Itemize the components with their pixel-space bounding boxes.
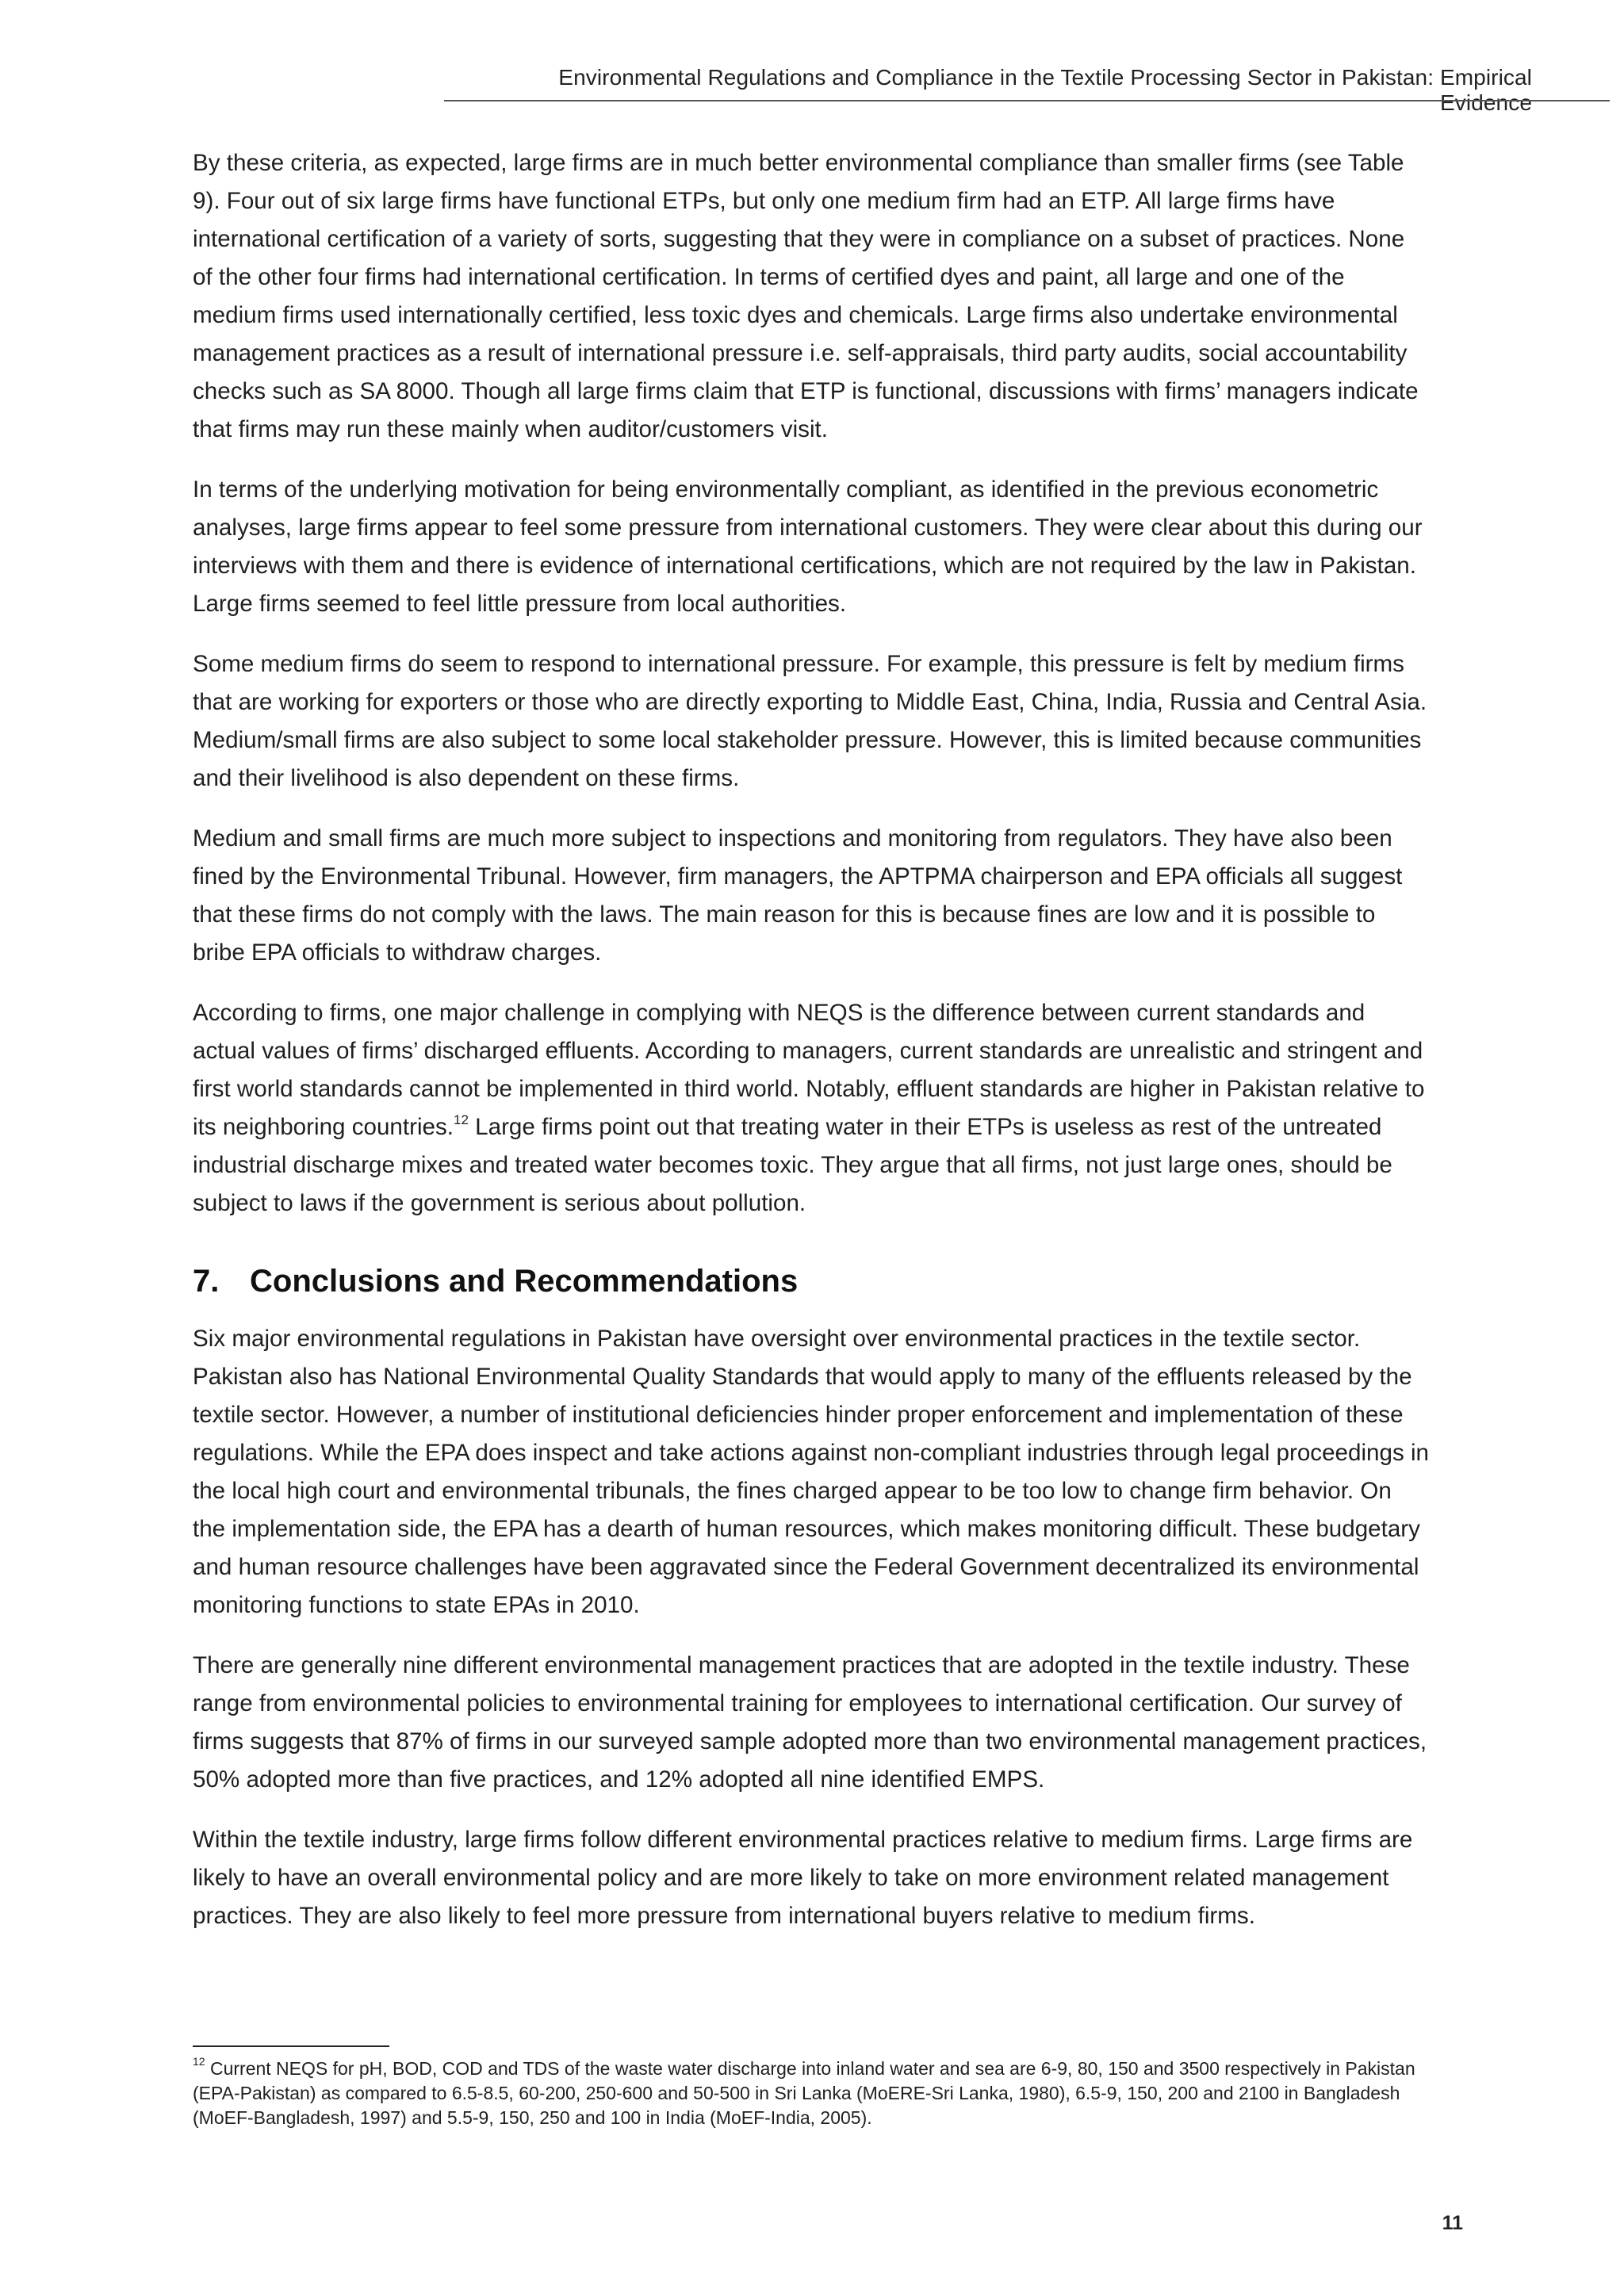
footnote-reference[interactable]: 12 [454, 1112, 469, 1128]
body-paragraph: By these criteria, as expected, large firms are in much better environmental compliance than smaller firms (see Table 9). Four out of six large firms have functional ETPs, but only one medium firm had an ETP. All large firms have international certification of a variety of sorts, suggesting that they were in compliance on a subset of practices. None of the other four firms had international certification. In terms of certified dyes and paint, all large and one of the medium firms used internationally certified, less toxic dyes and chemicals. Large firms also undertake environmental management practices as a result of international pressure i.e. self-appraisals, third party audits, social accountability checks such as SA 8000. Though all large firms claim that ETP is functional, discussions with firms’ managers indicate that firms may run these mainly when auditor/customers visit. [193, 150, 1419, 442]
section-number: 7. [193, 1264, 220, 1299]
footnote [193, 2057, 1438, 2130]
body-paragraph: Medium and small firms are much more subject to inspections and monitoring from regulators. They have also been fined by the Environmental Tribunal. However, firm managers, the APTPMA chairperson and EPA officials all suggest that these firms do not comply with the laws. The main reason for this is because fines are low and it is possible to bribe EPA officials to withdraw charges. [193, 825, 1403, 966]
paragraph-text: According to firms, one major challenge in complying with NEQS is the difference between current standards and actual values of firms’ discharged effluents. According to managers, current standards are unrealistic and stringent and first world standards cannot be implemented in third world. Notably, effluent standards are higher in Pakistan relative to its neighboring countries. [193, 1000, 1425, 1140]
body-paragraph: Within the textile industry, large firms follow different environmental practices relative to medium firms. Large firms are likely to have an overall environmental policy and are more likely to take on more environment related management practices. They are also likely to feel more pressure from international buyers relative to medium firms. [193, 1827, 1413, 1929]
footnote-divider [193, 2045, 389, 2047]
page-number: 11 [1442, 2212, 1463, 2234]
running-header-title: Environmental Regulations and Compliance in the Textile Processing Sector in Pakistan: Empirical Evidence [558, 65, 1532, 115]
header-divider [444, 100, 1610, 101]
body-paragraph: There are generally nine different environmental management practices that are adopted in the textile industry. These range from environmental policies to environmental training for employees to international certification. Our survey of firms suggests that 87% of firms in our surveyed sample adopted more than two environmental management practices, 50% adopted more than five practices, and 12% adopted all nine identified EMPS. [193, 1652, 1427, 1793]
body-paragraph: Some medium firms do seem to respond to international pressure. For example, this pressure is felt by medium firms that are working for exporters or those who are directly exporting to Middle East, China, India, Russia and Central Asia. Medium/small firms are also subject to some local stakeholder pressure. However, this is limited because communities and their livelihood is also dependent on these firms. [193, 651, 1427, 791]
footnote-text: Current NEQS for pH, BOD, COD and TDS of the waste water discharge into inland water and sea are 6-9, 80, 150 and 3500 respectively in Pakistan (EPA-Pakistan) as compared to 6.5-8.5, 60-200, 250-600 and 50-500 in Sri Lanka (MoERE-Sri Lanka, 1980), 6.5-9, 150, 200 and 2100 in Bangladesh (MoEF-Bangladesh, 1997) and 5.5-9, 150, 250 and 100 in India (MoEF-India, 2005). [193, 2058, 1415, 2128]
body-paragraph-with-footnote [193, 994, 1430, 1223]
section-title: Conclusions and Recommendations [250, 1264, 799, 1299]
section-heading [193, 1264, 1430, 1299]
paragraph-text: Large firms point out that treating water in their ETPs is useless as rest of the untreated industrial discharge mixes and treated water becomes toxic. They argue that all firms, not just large ones, should be subject to laws if the government is serious about pollution. [193, 1114, 1392, 1216]
footnote-marker: 12 [193, 2055, 205, 2068]
body-paragraph: In terms of the underlying motivation for being environmentally compliant, as identified in the previous econometric analyses, large firms appear to feel some pressure from international customers. They were clear about this during our interviews with them and there is evidence of international certifications, which are not required by the law in Pakistan. Large firms seemed to feel little pressure from local authorities. [193, 476, 1423, 617]
main-body [193, 144, 1430, 1957]
body-paragraph: Six major environmental regulations in Pakistan have oversight over environmental practices in the textile sector. Pakistan also has National Environmental Quality Standards that would apply to many of the effluents released by the textile sector. However, a number of institutional deficiencies hinder proper enforcement and implementation of these regulations. While the EPA does inspect and take actions against non-compliant industries through legal proceedings in the local high court and environmental tribunals, the fines charged appear to be too low to change firm behavior. On the implementation side, the EPA has a dearth of human resources, which makes monitoring difficult. These budgetary and human resource challenges have been aggravated since the Federal Government decentralized its environmental monitoring functions to state EPAs in 2010. [193, 1326, 1430, 1618]
